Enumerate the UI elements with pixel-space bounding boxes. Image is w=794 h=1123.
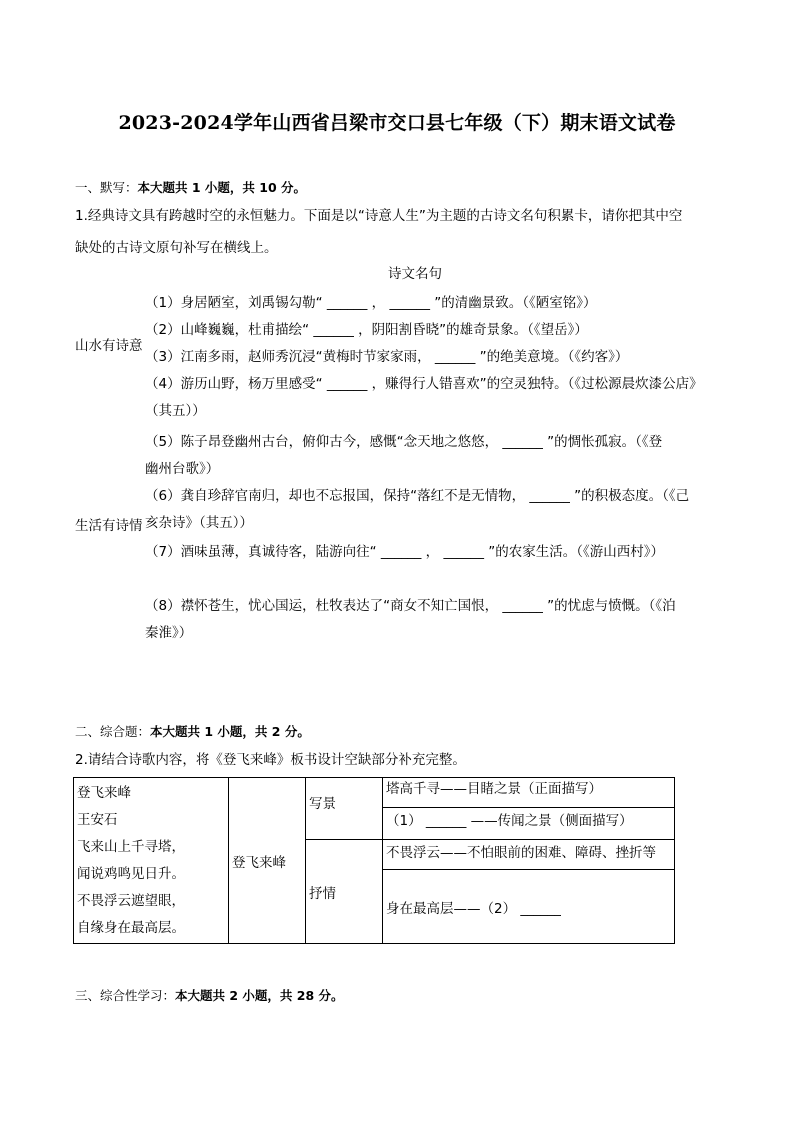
section-3-header: [75, 986, 344, 1004]
board-design-table: [73, 777, 675, 944]
poem-title: 登飞来峰: [77, 785, 131, 801]
scene-row-2: （1） ______ ——传闻之景（侧面描写）: [383, 808, 675, 840]
poem-line-2: 闻说鸡鸣见日升。: [77, 866, 185, 882]
section-2-desc: 本大题共 1 小题，共 2 分。: [150, 724, 310, 739]
q2-stem: 2.请结合诗歌内容，将《登飞来峰》板书设计空缺部分补充完整。: [75, 752, 466, 768]
q1-item-7: （7）酒味虽薄，真诚待客，陆游向往“ ______ ， ______ ”的农家生活。（《游山西村》）: [145, 544, 664, 560]
emotion-row-1: 不畏浮云——不怕眼前的困难、障碍、挫折等: [383, 840, 675, 870]
category-life: 生活有诗情: [75, 518, 143, 534]
card-title: 诗文名句: [388, 266, 442, 282]
poem-line-3: 不畏浮云遮望眼，: [77, 893, 185, 909]
section-2-label: 二、综合题：: [75, 724, 151, 739]
poem-line-1: 飞来山上千寻塔，: [77, 839, 185, 855]
scene-row-1: 塔高千寻——目睹之景（正面描写）: [383, 778, 675, 808]
category-landscape: 山水有诗意: [75, 338, 143, 354]
poem-cell: [74, 778, 229, 944]
emotion-row-2: 身在最高层——（2） ______: [383, 870, 675, 944]
q1-item-3: （3）江南多雨，赵师秀沉浸“黄梅时节家家雨， ______ ”的绝美意境。（《约客》）: [145, 349, 629, 365]
section-1-label: 一、默写：: [75, 180, 138, 195]
poem-line-4: 自缘身在最高层。: [77, 920, 185, 936]
section-1-header: [75, 178, 306, 196]
q1-item-2: （2）山峰巍巍，杜甫描绘“ ______ ，阴阳割昏晓”的雄奇景象。（《望岳》）: [145, 322, 588, 338]
section-1-desc: 本大题共 1 小题，共 10 分。: [137, 180, 307, 195]
q1-stem-line1: 1.经典诗文具有跨越时空的永恒魅力。下面是以“诗意人生”为主题的古诗文名句积累卡，请你把其中空: [75, 208, 683, 224]
q1-item-5: （5）陈子昂登幽州古台，俯仰古今，感慨“念天地之悠悠， ______ ”的惆怅孤寂。（《登幽州台歌》）: [145, 434, 663, 477]
section-2-header: [75, 722, 310, 740]
scene-label-cell: 写景: [306, 778, 383, 840]
q1-item-6: （6）龚自珍辞官南归，却也不忘报国，保持“落红不是无情物， ______ ”的积极态度。（《己亥杂诗》（其五））: [145, 488, 690, 531]
center-title-cell: 登飞来峰: [229, 778, 306, 944]
q1-stem-line2: 缺处的古诗文原句补写在横线上。: [75, 240, 278, 256]
page-title: 2023-2024学年山西省吕梁市交口县七年级（下）期末语文试卷: [118, 112, 676, 134]
emotion-label-cell: 抒情: [306, 840, 383, 944]
section-3-desc: 本大题共 2 小题，共 28 分。: [175, 988, 344, 1003]
q1-item-8: （8）襟怀苍生，忧心国运，杜牧表达了“商女不知亡国恨， ______ ”的忧虑与愤慨。（《泊秦淮》）: [145, 598, 676, 641]
q1-item-1: （1）身居陋室，刘禹锡勾勒“ ______ ， ______ ”的清幽景致。（《陋室铭》）: [145, 295, 597, 311]
q1-item-4: （4）游历山野，杨万里感受“ ______ ，赚得行人错喜欢”的空灵独特。（《过松源晨炊漆公店》（其五））: [145, 376, 696, 419]
section-3-label: 三、综合性学习：: [75, 988, 176, 1003]
poem-author: 王安石: [77, 812, 118, 828]
